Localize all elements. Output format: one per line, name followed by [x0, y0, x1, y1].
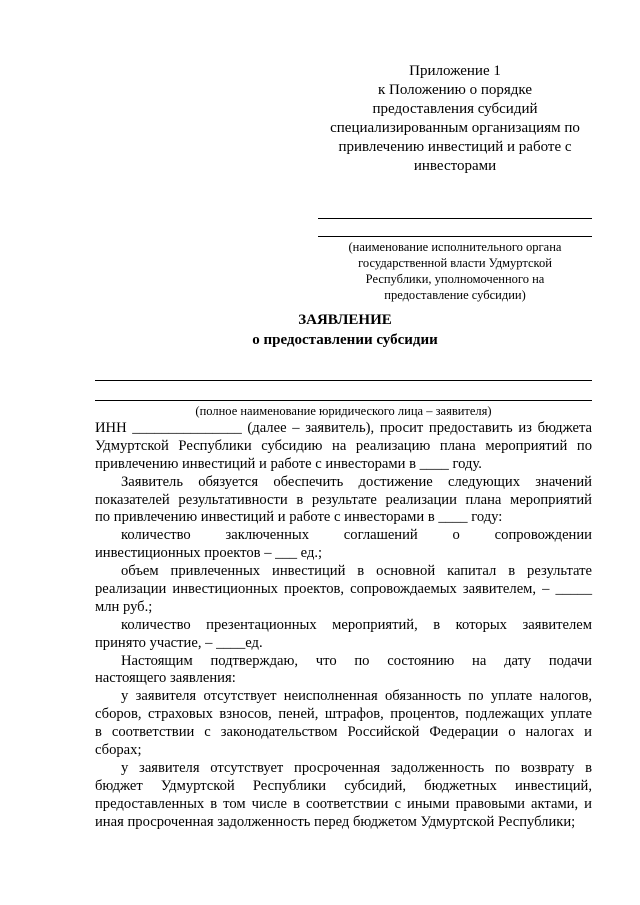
- appendix-line: предоставления субсидий: [372, 101, 538, 117]
- appendix-line: специализированным организациям по: [330, 120, 580, 136]
- org-name-line-2: [318, 236, 592, 237]
- body-line: бюджет Удмуртской Республики субсидий, бюджетных инвестиций,: [95, 777, 592, 794]
- appendix-line: привлечению инвестиций и работе с: [338, 139, 572, 155]
- body-line: в соответствии с законодательством Российской Федерации о налогах и: [95, 724, 592, 741]
- body-line: Удмуртской Республики субсидию на реализацию плана мероприятий по: [95, 437, 592, 454]
- body-line: инвестиционных проектов – ___ ед.;: [95, 545, 323, 562]
- entity-name-line-2: [95, 400, 592, 401]
- caption-line: Республики, уполномоченного на: [365, 272, 545, 286]
- body-line: привлечению инвестиций и работе с инвесторами в ____ году.: [95, 455, 482, 472]
- body-line: ИНН _______________ (далее – заявитель), просит предоставить из бюджета: [95, 420, 592, 436]
- body-line: у заявителя отсутствует просроченная задолженность по возврату в: [121, 759, 592, 776]
- body-line: настоящего заявления:: [95, 670, 236, 687]
- appendix-line: к Положению о порядке: [378, 82, 532, 98]
- appendix-line: Приложение 1: [409, 63, 501, 79]
- body-line: количество заключенных соглашений о сопровождении: [121, 527, 592, 544]
- body-line: сборах;: [95, 742, 142, 759]
- body-line: показателей результативности в результате реализации плана мероприятий: [95, 491, 592, 508]
- org-name-line-1: [318, 218, 592, 219]
- caption-line: (наименование исполнительного органа: [348, 240, 562, 254]
- body-line: Заявитель обязуется обеспечить достижение следующих значений: [121, 473, 592, 490]
- caption-line: предоставление субсидии): [384, 288, 526, 302]
- body-line: по привлечению инвестиций и работе с инвесторами в ____ году:: [95, 509, 503, 526]
- appendix-header: [318, 62, 592, 176]
- body-line: иная просроченная задолженность перед бюджетом Удмуртской Республики;: [95, 813, 576, 830]
- document-title: ЗАЯВЛЕНИЕ: [298, 312, 392, 328]
- body-line: Настоящим подтверждаю, что по состоянию на дату подачи: [121, 652, 592, 669]
- entity-name-line-1: [95, 380, 592, 381]
- body-line: сборов, страховых взносов, пеней, штрафов, процентов, подлежащих уплате: [95, 706, 592, 723]
- body-line: у заявителя отсутствует неисполненная обязанность по уплате налогов,: [121, 688, 592, 705]
- body-line: предоставленных в том числе в соответствии с иными правовыми актами, и: [95, 795, 592, 812]
- body-line: реализации инвестиционных проектов, сопровождаемых заявителем, – _____: [95, 581, 592, 598]
- org-name-caption: [318, 239, 592, 303]
- body-line: млн руб.;: [95, 598, 153, 615]
- document-subtitle: о предоставлении субсидии: [252, 332, 438, 348]
- caption-line: государственной власти Удмуртской: [358, 256, 552, 270]
- entity-name-caption: (полное наименование юридического лица – заявителя): [195, 404, 492, 418]
- body-line: количество презентационных мероприятий, в которых заявителем: [121, 616, 592, 633]
- application-body: [95, 420, 592, 831]
- body-line: объем привлеченных инвестиций в основной капитал в результате: [121, 563, 592, 580]
- appendix-line: инвесторами: [413, 158, 497, 174]
- body-line: принято участие, – ____ед.: [95, 634, 263, 651]
